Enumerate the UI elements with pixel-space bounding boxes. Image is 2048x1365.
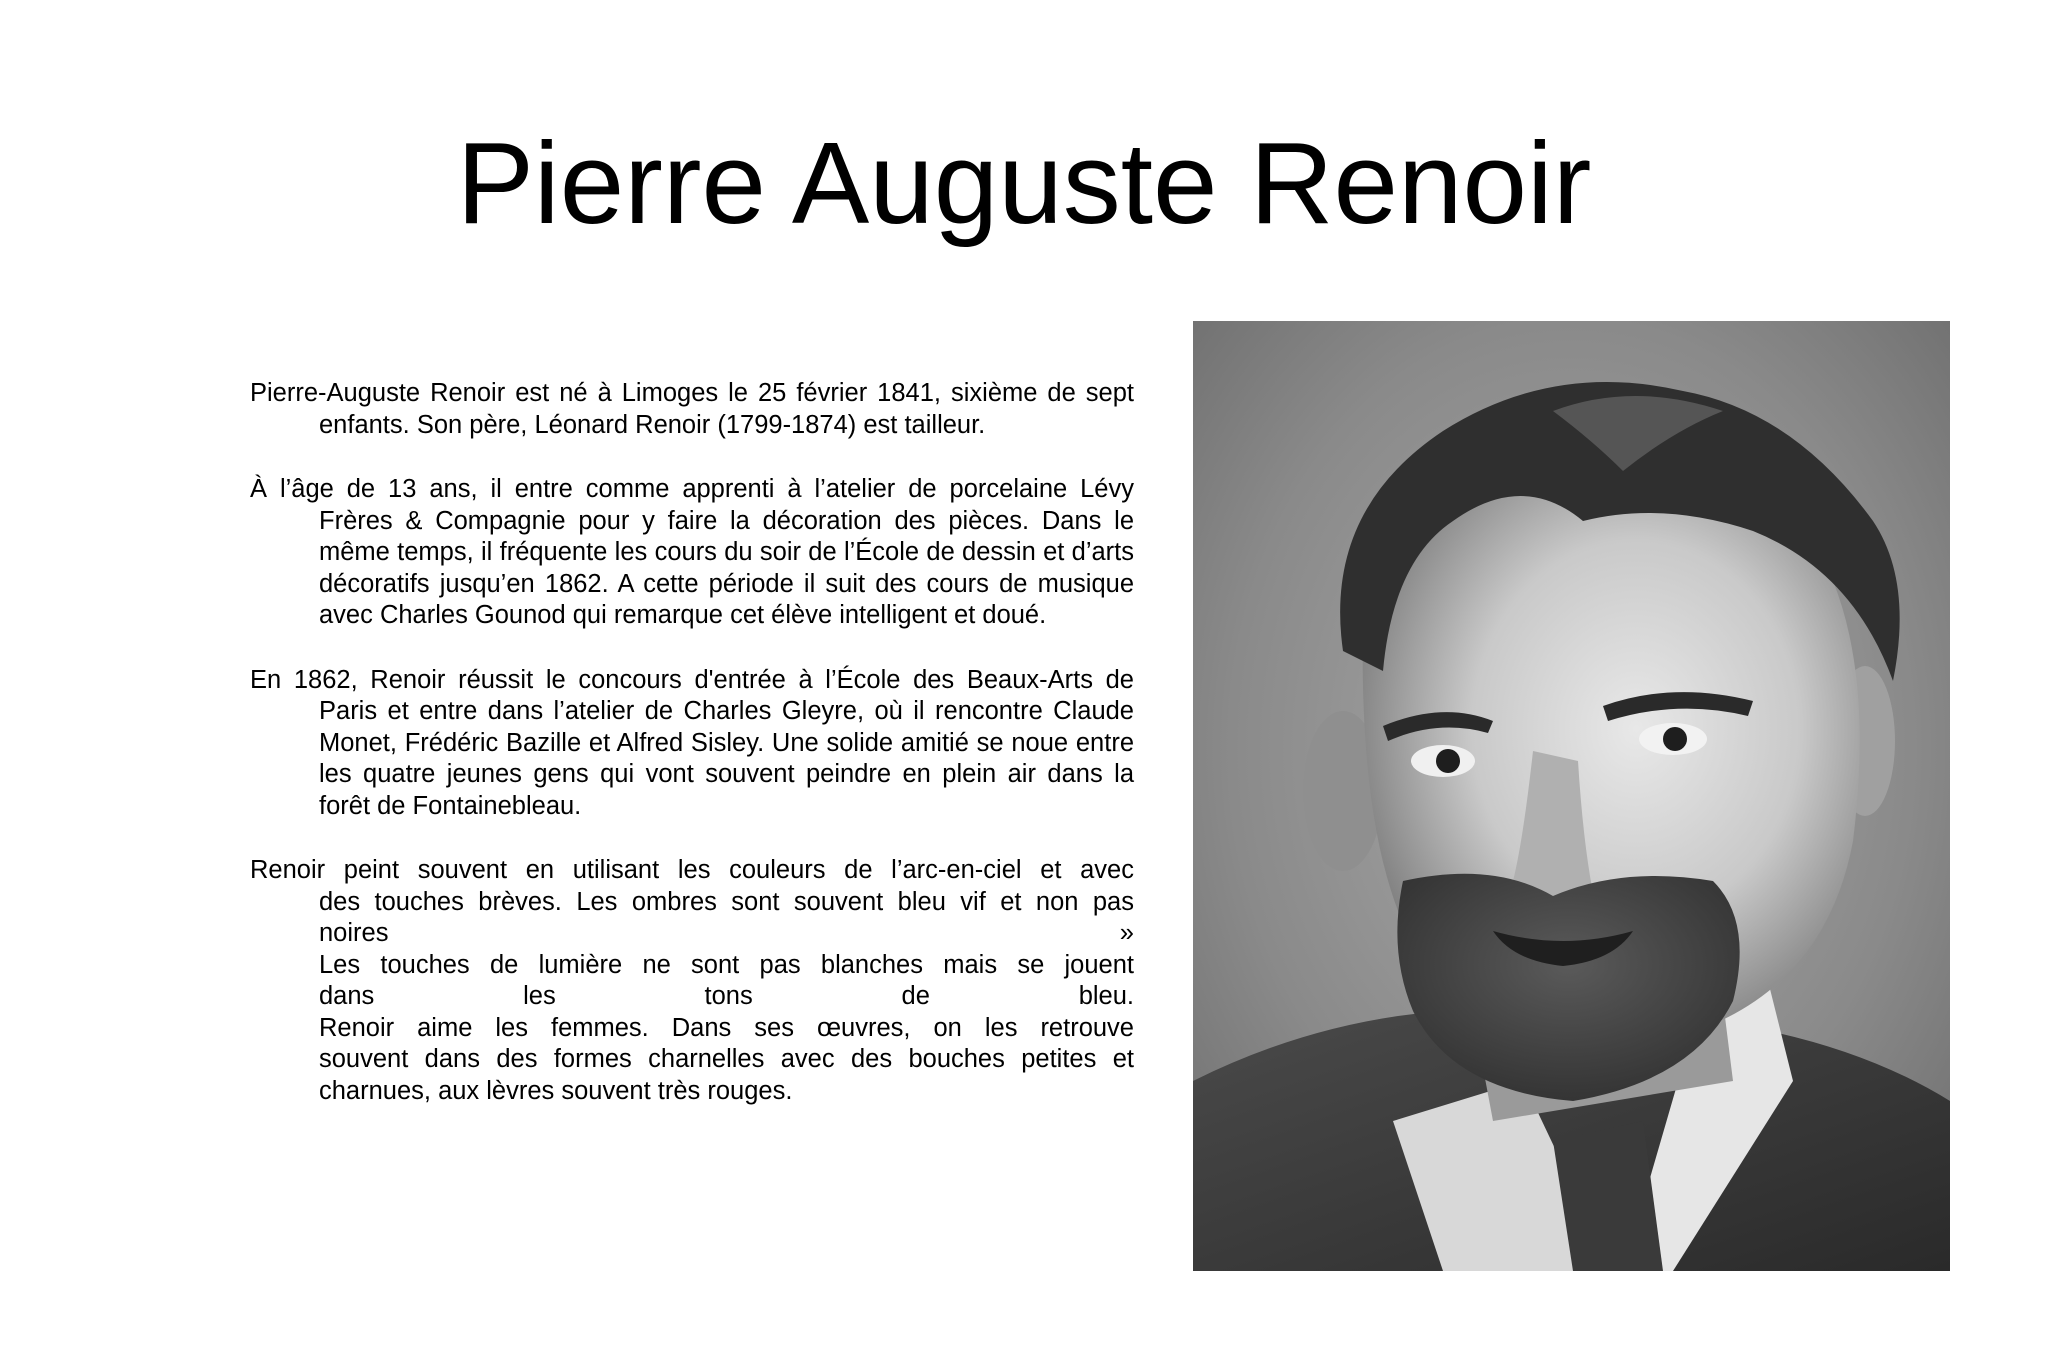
paragraph-beaux-arts: En 1862, Renoir réussit le concours d'entrée à l’École des Beaux-Arts de Paris et entre dans l’atelier de Charles Gleyre, où il rencontre Claude Monet, Frédéric Bazille et Alfred Sisley. Une solide amitié se noue entre les quatre jeunes gens qui vont souvent peindre en plein air dans la forêt de Fontainebleau. — [250, 665, 1134, 820]
painting-style-line-5: dans les tons de bleu. — [319, 982, 1134, 1010]
painting-style-line-2: des touches brèves. Les ombres sont souvent bleu vif et non pas — [319, 887, 1134, 916]
biography-text — [250, 378, 1134, 1140]
paragraph-painting-style — [250, 855, 1134, 1107]
portrait-illustration — [1193, 321, 1950, 1271]
slide-title: Pierre Auguste Renoir — [456, 118, 1592, 248]
painting-style-line-7: souvent dans des formes charnelles avec des bouches petites et — [319, 1045, 1134, 1073]
painting-style-line-6: Renoir aime les femmes. Dans ses œuvres, on les retrouve — [319, 1013, 1134, 1042]
renoir-portrait-photo — [1193, 321, 1950, 1271]
painting-style-line-3: noires » — [319, 919, 1134, 947]
paragraph-apprenticeship: À l’âge de 13 ans, il entre comme apprenti à l’atelier de porcelaine Lévy Frères & Compagnie pour y faire la décoration des pièces. Dans le même temps, il fréquente les cours du soir de l’École de dessin et d’arts décoratifs jusqu’en 1862. A cette période il suit des cours de musique avec Charles Gounod qui remarque cet élève intelligent et doué. — [250, 475, 1134, 629]
paragraph-birth: Pierre-Auguste Renoir est né à Limoges le 25 février 1841, sixième de sept enfants. Son père, Léonard Renoir (1799-1874) est tailleur. — [250, 379, 1134, 439]
painting-style-line-8: charnues, aux lèvres souvent très rouges. — [319, 1076, 793, 1105]
painting-style-line-4: Les touches de lumière ne sont pas blanches mais se jouent — [319, 950, 1134, 979]
painting-style-line-1: Renoir peint souvent en utilisant les couleurs de l’arc-en-ciel et avec — [250, 856, 1134, 884]
